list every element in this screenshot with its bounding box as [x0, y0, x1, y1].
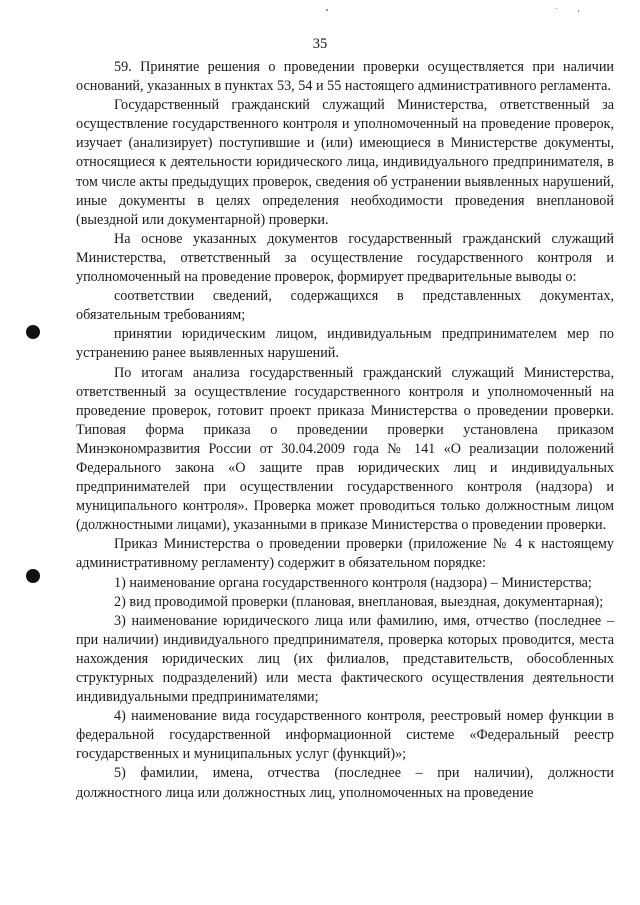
- paragraph-item-59: 59. Принятие решения о проведении проверки осуществляется при наличии оснований, указанных в пунктах 53, 54 и 55 настоящего административного регламента.: [76, 59, 614, 95]
- scan-speck: [578, 10, 579, 12]
- page-number: 35: [312, 36, 328, 52]
- paragraph-preliminary-conclusions: На основе указанных документов государственный гражданский служащий Министерства, ответственный за осуществление государственного контроля и уполномоченный на проведение проверок, формирует предварительные выводы о:: [76, 230, 614, 286]
- list-item-3: 3) наименование юридического лица или фамилию, имя, отчество (последнее – при наличии) индивидуального предпринимателя, проверка которых проводится, места нахождения юридических лиц (их филиалов, представительств, обособленных структурных подразделений) или места фактического осуществления деятельности индивидуальными предпринимателями;: [76, 612, 614, 706]
- punch-hole-mark: [26, 569, 40, 583]
- list-item-1: 1) наименование органа государственного контроля (надзора) – Министерства;: [114, 574, 592, 591]
- paragraph-document-analysis: Государственный гражданский служащий Министерства, ответственный за осуществление государственного контроля и уполномоченный на проведение проверок, изучает (анализирует) поступившие и (или) имеющиеся в Министерстве документы, относящиеся к деятельности юридического лица, индивидуального предпринимателя, в том числе акты предыдущих проверок, сведения об устранении выявленных нарушений, иные документы в целях определения необходимости проведения внеплановой (выездной или документарной) проверки.: [76, 97, 614, 228]
- paragraph-order-contents: Приказ Министерства о проведении проверки (приложение № 4 к настоящему административному регламенту) содержит в обязательном порядке:: [76, 536, 614, 572]
- list-item-5: 5) фамилии, имена, отчества (последнее – при наличии), должности должностного лица или должностных лиц, уполномоченных на проведение: [76, 765, 614, 801]
- punch-hole-mark: [26, 325, 40, 339]
- list-item-2: 2) вид проводимой проверки (плановая, внеплановая, выездная, документарная);: [114, 593, 604, 610]
- paragraph-conformity: соответствии сведений, содержащихся в представленных документах, обязательным требованиям;: [76, 288, 614, 324]
- paragraph-draft-order: По итогам анализа государственный гражданский служащий Министерства, ответственный за осуществление государственного контроля и уполномоченный на проведение проверок, готовит проект приказа Министерства о проведении проверки. Типовая форма приказа о проведении проверки установлена приказом Минэкономразвития России от 30.04.2009 года № 141 «О реализации положений Федерального закона «О защите прав юридических лиц и индивидуальных предпринимателей при осуществлении государственного контроля (надзора) и муниципального контроля». Проверка может проводиться только должностным лицом (должностными лицами), указанными в приказе Министерства о проведении проверки.: [76, 364, 614, 534]
- document-text: [76, 58, 614, 803]
- paragraph-remedial-measures: принятии юридическим лицом, индивидуальным предпринимателем мер по устранению ранее выявленных нарушений.: [76, 326, 614, 362]
- list-item-4: 4) наименование вида государственного контроля, реестровый номер функции в федеральной государственной информационной системе «Федеральный реестр государственных и муниципальных услуг (функций)»;: [76, 708, 614, 763]
- scan-speck: [326, 9, 328, 11]
- scan-speck: [556, 8, 557, 9]
